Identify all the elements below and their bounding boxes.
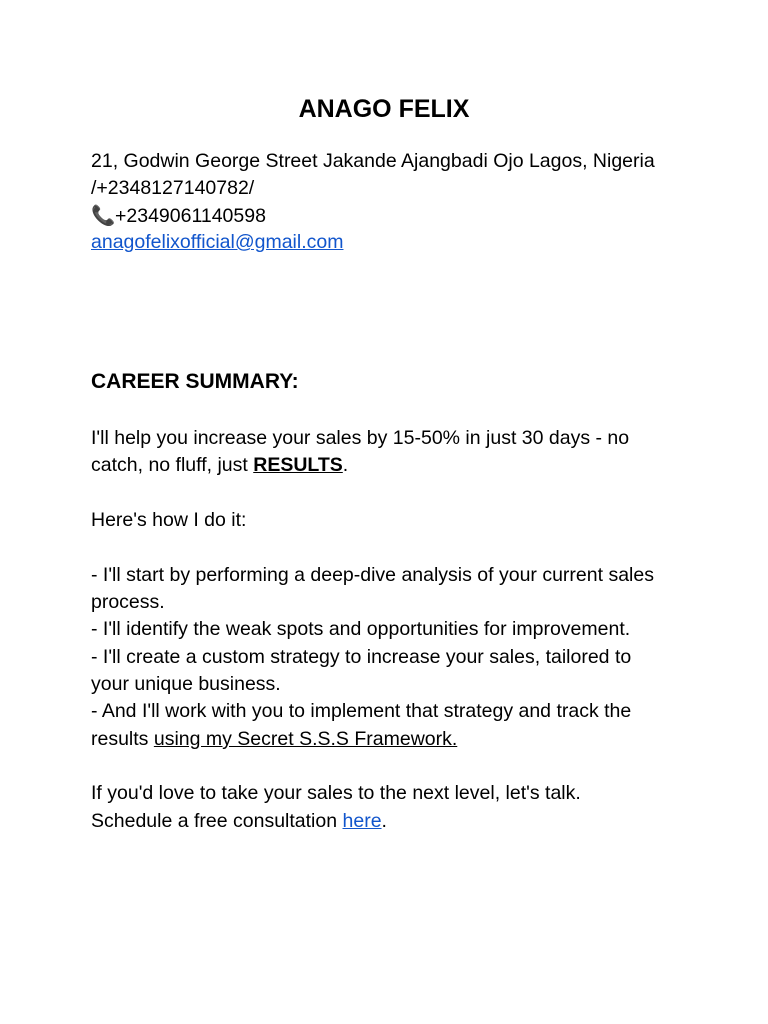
intro-line-1: I'll help you increase your sales by 15-50% in just 30 days - no [91,427,630,449]
intro-line-2-prefix: catch, no fluff, just [91,454,254,476]
bullet-3-line-1: - I'll create a custom strategy to increase your sales, tailored to [91,646,632,668]
bullet-3-line-2: your unique business. [91,673,281,695]
closing-line-2-suffix: . [381,810,387,832]
framework-underlined: using my Secret S.S.S Framework. [153,728,458,750]
career-summary-heading: CAREER SUMMARY: [91,370,299,393]
bullet-4-line-2-prefix: results [91,728,154,750]
email-line [91,229,691,256]
phone-line-1: /+2348127140782/ [91,177,255,199]
intro-line-2 [91,452,691,479]
closing-line-2 [91,808,691,835]
intro-line-2-suffix: . [342,454,349,476]
bullet-1-line-2: process. [91,591,165,613]
results-emphasis: RESULTS [253,454,343,476]
bullet-1-line-1: - I'll start by performing a deep-dive analysis of your current sales [91,564,654,586]
bullet-4-line-2 [91,726,691,753]
phone-number-2: +2349061140598 [115,205,266,227]
address-line: 21, Godwin George Street Jakande Ajangbadi Ojo Lagos, Nigeria [91,150,655,172]
bullet-2: - I'll identify the weak spots and opportunities for improvement. [91,618,631,640]
email-link[interactable]: anagofelixofficial@gmail.com [91,231,344,253]
consultation-link[interactable]: here [342,810,382,832]
closing-line-1: If you'd love to take your sales to the next level, let's talk. [91,782,581,804]
page-title: ANAGO FELIX [298,95,470,123]
closing-line-2-prefix: Schedule a free consultation [91,810,343,832]
how-line: Here's how I do it: [91,509,247,531]
bullet-4-line-1: - And I'll work with you to implement that strategy and track the [91,700,632,722]
phone-line-2 [91,202,691,230]
phone-icon: 📞 [91,204,116,227]
